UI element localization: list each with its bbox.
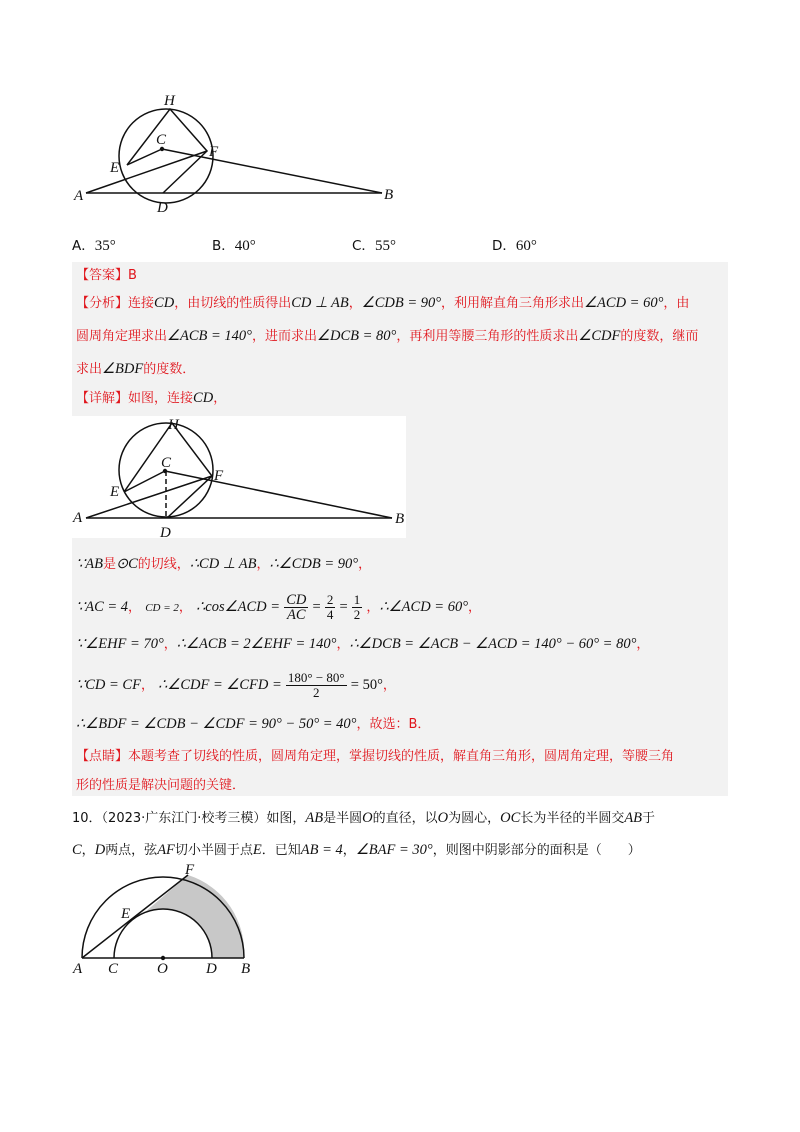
figure-1 xyxy=(60,88,400,218)
detail-line: 【详解】如图，连接CD， xyxy=(76,390,227,406)
label-A: A xyxy=(74,188,84,204)
label-E: E xyxy=(110,160,120,176)
label-H: H xyxy=(164,93,175,109)
label-E: E xyxy=(121,906,131,922)
comment-line-2: 形的性质是解决问题的关键． xyxy=(76,778,246,793)
label-F: F xyxy=(209,144,219,160)
step-3: ∵∠EHF = 70°，∴∠ACB = 2∠EHF = 140°，∴∠DCB = ∠ACB − ∠ACD = 140° − 60° = 80°， xyxy=(76,636,650,652)
fraction-cd-ac: $\frac{CD}{AC}$ xyxy=(286,592,307,623)
fraction-180-80-2: $\frac{180^\circ - 80^\circ}{2}$ xyxy=(287,670,345,700)
option-d: D．60° xyxy=(492,238,537,254)
label-B: B xyxy=(241,961,251,977)
label-B: B xyxy=(395,511,405,527)
label-E: E xyxy=(110,484,120,500)
label-D: D xyxy=(160,525,171,541)
fraction-1-2: $\frac{1}{2}$ xyxy=(353,592,361,622)
question-10-line-1: 10．（2023·广东江门·校考三模）如图，AB是半圆O的直径，以O为圆心，OC长为半径的半圆交AB于 xyxy=(72,810,656,826)
step-5: ∴∠BDF = ∠CDB − ∠CDF = 90° − 50° = 40°，故选：B． xyxy=(76,716,431,732)
label-A: A xyxy=(73,510,83,526)
step-4: ∵CD = CF， ∴∠CDF = ∠CFD = $\frac{180^\circ - 80^\circ}{2}$ = 50°， xyxy=(76,670,396,700)
option-a: A．35° xyxy=(72,238,116,254)
label-D: D xyxy=(206,961,217,977)
label-B: B xyxy=(384,187,394,203)
label-C: C xyxy=(156,132,167,148)
label-H: H xyxy=(168,417,179,433)
label-D: D xyxy=(157,200,168,216)
option-b: B．40° xyxy=(212,238,256,254)
option-c: C．55° xyxy=(352,238,396,254)
question-10-line-2: C，D两点，弦AF切小半圆于点E．已知AB = 4，∠BAF = 30°，则图中阴影部分的面积是（ ） xyxy=(72,842,641,858)
analysis-line-3: 求出∠BDF的度数． xyxy=(76,361,196,377)
label-O: O xyxy=(157,961,168,977)
comment-line-1: 【点睛】本题考查了切线的性质，圆周角定理，掌握切线的性质，解直角三角形，圆周角定理，等腰三角 xyxy=(76,749,675,764)
analysis-line-2: 圆周角定理求出∠ACB = 140°，进而求出∠DCB = 80°，再利用等腰三角形的性质求出∠CDF的度数，继而 xyxy=(76,328,699,344)
label-F: F xyxy=(185,862,195,878)
label-A: A xyxy=(73,961,83,977)
figure-2 xyxy=(60,408,410,543)
label-F: F xyxy=(214,468,224,484)
label-C: C xyxy=(108,961,119,977)
step-2: ∵AC = 4， CD = 2， ∴cos∠ACD = $\frac{CD}{AC}$ = $\frac{2}{4}$ = $\frac{1}{2}$ ，∴∠ACD = 60°， xyxy=(76,592,482,623)
figure-3 xyxy=(60,862,280,982)
step-1: ∵AB是⊙C的切线，∴CD ⊥ AB，∴∠CDB = 90°， xyxy=(76,556,372,572)
answer-line: 【答案】B xyxy=(76,268,137,283)
label-C: C xyxy=(161,455,172,471)
fraction-2-4: $\frac{2}{4}$ xyxy=(326,592,334,622)
analysis-line-1: 【分析】连接CD，由切线的性质得出CD ⊥ AB，∠CDB = 90°，利用解直角三角形求出∠ACD = 60°，由 xyxy=(76,295,690,311)
